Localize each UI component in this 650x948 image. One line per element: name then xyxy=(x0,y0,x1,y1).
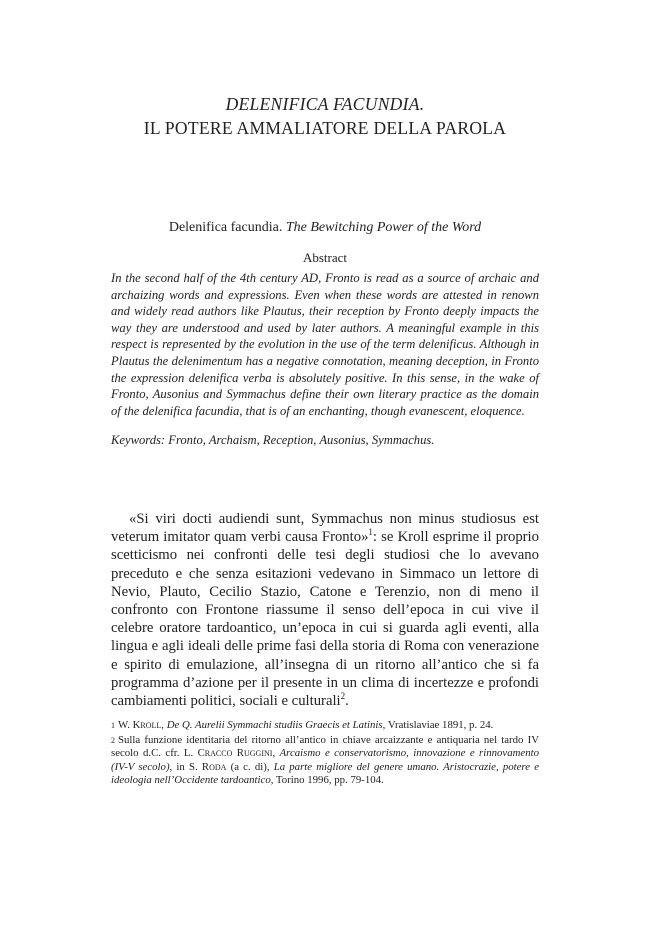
footnote-ref-2[interactable]: 2 xyxy=(340,691,346,702)
body-text-part-1: «Si viri docti audiendi sunt, Symmachus non minus studiosus est veterum imitator quam verbi causa Fronto» xyxy=(111,511,539,546)
article-title xyxy=(0,92,650,140)
author-name: Kroll xyxy=(132,719,162,731)
abstract-heading: Abstract xyxy=(302,250,348,265)
english-title-roman: Delenifica facundia. xyxy=(168,220,283,235)
title-line-1: DELENIFICA FACUNDIA. xyxy=(225,94,425,114)
footnote-1 xyxy=(111,719,539,733)
footnote-number: 2 xyxy=(111,735,115,745)
abstract-text: In the second half of the 4th century AD, Fronto is read as a source of archaic and archaizing words and expressions. Even when these words are attested in renown and widely read authors like Plautus, their reception by Fronto deeply impacts the way they are understood and used by later authors. A meaningful example in this respect is represented by the evolution in the use of the term delenificus. Although in Plautus the delenimentum has a negative connotation, meaning deception, in Fronto the expression delenifica verba is absolutely positive. In this sense, in the wake of Fronto, Ausonius and Symmachus define their own literary practice as the domain of the delenifica facundia, that is of an enchanting, though evanescent, eloquence. xyxy=(111,271,539,418)
english-title xyxy=(0,219,650,237)
footnotes xyxy=(111,719,539,789)
editor-name: Roda xyxy=(201,760,227,773)
footnote-text: , Vratislaviae 1891, p. 24. xyxy=(382,719,494,731)
work-title: Arcaismo e conservatorismo, innovazione e rinnovamento (IV-V secolo) xyxy=(111,747,540,773)
footnote-text: , Torino 1996, pp. 79-104. xyxy=(270,774,384,787)
author-name: Cracco Ruggini xyxy=(197,747,273,760)
body-text-part-2: : se Kroll esprime il proprio scetticismo nei confronti delle tesi degli studiosi che lo avevano preceduto e che senza esitazioni vedevano in Simmaco un lettore di Nevio, Plauto, Cecilio Stazio, Catone e Terenzio, non di meno il confronto con Frontone riassume il senso dell’epoca in cui vive il celebre oratore tardoantico, un’epoca in cui si guarda agli eventi, alla lingua e agli ideali delle prime fasi della storia di Roma con venerazione e spirito di emulazione, all’insegna di un ritorno all’antico che si fa programma d’azione per il presente in un clima di incertezze e profondi cambiamenti politici, sociali e culturali xyxy=(111,529,539,710)
footnote-text: , in S. xyxy=(169,760,202,773)
footnote-2 xyxy=(111,734,539,788)
body-paragraph xyxy=(111,510,539,710)
footnote-text: Sulla funzione identitaria del ritorno all’antico in chiave arcaizzante e antiquaria nel tardo IV secolo d.C. cfr. L. xyxy=(111,733,539,760)
footnote-ref-1[interactable]: 1 xyxy=(368,527,373,538)
keywords: Keywords: Fronto, Archaism, Reception, Ausonius, Symmachus. xyxy=(111,433,435,447)
work-title: La parte migliore del genere umano. Aristocrazie, potere e ideologia nell’Occidente tardoantico xyxy=(111,760,539,787)
footnote-number: 1 xyxy=(111,721,115,730)
title-line-2: IL POTERE AMMALIATORE DELLA PAROLA xyxy=(143,118,507,138)
work-title: De Q. Aurelii Symmachi studiis Graecis et Latinis xyxy=(166,719,383,731)
body-text-part-3: . xyxy=(345,693,349,710)
footnote-text: W. xyxy=(118,719,133,731)
footnote-text: , xyxy=(161,719,167,731)
english-title-italic: The Bewitching Power of the Word xyxy=(285,220,482,235)
footnote-text: , xyxy=(272,747,280,760)
footnote-text: (a c. di), xyxy=(226,760,274,773)
